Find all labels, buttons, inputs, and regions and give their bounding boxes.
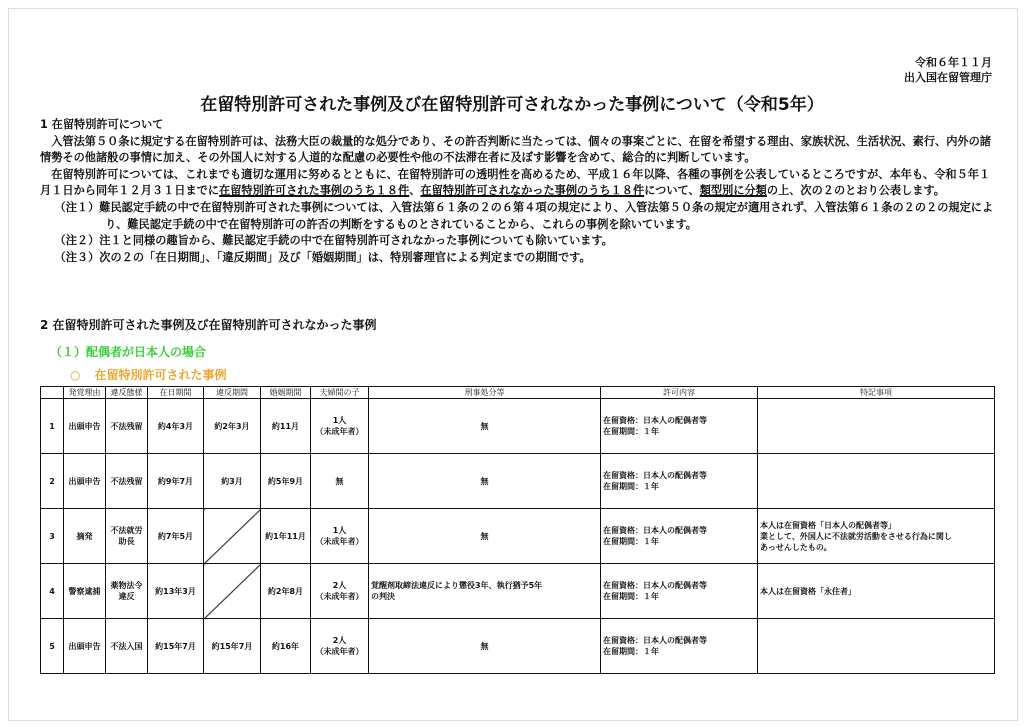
violation-period-cell: 約15年7月 <box>204 619 261 674</box>
violation-period-cell <box>204 564 261 619</box>
case-number-cell: 4 <box>41 564 64 619</box>
marriage-period-cell: 約1年11月 <box>261 509 311 564</box>
marriage-period-cell: 約5年9月 <box>261 454 311 509</box>
note-1: （注１）難民認定手続の中で在留特別許可された事例については、入管法第６１条の２の６第４項の規定により、入管法第５０条の規定が適用されず、入管法第６１条の２の２の規定により、難民認定手続の中で在留特別許可の許否の判断をするものとされていることから、これらの事例を除いています。 <box>54 200 994 231</box>
violation-period-cell: 約3月 <box>204 454 261 509</box>
column-header: 違反態様 <box>106 387 148 399</box>
cases-table <box>40 386 995 674</box>
case-type-heading <box>70 366 227 383</box>
document-date: 令和６年１１月 <box>915 56 992 69</box>
violation-type-cell: 薬物法令 違反 <box>106 564 148 619</box>
special-notes-cell <box>758 399 995 454</box>
note-3: （注３）次の２の「在日期間」、「違反期間」及び「婚姻期間」は、特別審理官による判定までの期間です。 <box>54 250 591 264</box>
paragraph-2 <box>40 167 1000 200</box>
permission-details-cell: 在留資格：日本人の配偶者等 在留期間：１年 <box>601 399 758 454</box>
children-cell: 1人 （未成年者） <box>311 509 369 564</box>
stay-period-cell: 約7年5月 <box>148 509 204 564</box>
special-notes-cell <box>758 454 995 509</box>
special-notes-cell <box>758 619 995 674</box>
underlined-text: 在留特別許可された事例のうち１８件 <box>219 184 410 198</box>
table-row <box>41 509 995 564</box>
note-2: （注２）注１と同様の趣旨から、難民認定手続の中で在留特別許可されなかった事例についても除いています。 <box>54 234 613 248</box>
permission-details-cell: 在留資格：日本人の配偶者等 在留期間：１年 <box>601 509 758 564</box>
permission-details-cell: 在留資格：日本人の配偶者等 在留期間：１年 <box>601 454 758 509</box>
stay-period-cell: 約9年7月 <box>148 454 204 509</box>
special-notes-cell: 本人は在留資格「永住者」 <box>758 564 995 619</box>
column-header: 発覚理由 <box>64 387 106 399</box>
marriage-period-cell: 約16年 <box>261 619 311 674</box>
criminal-record-cell: 無 <box>369 454 601 509</box>
marriage-period-cell: 約2年8月 <box>261 564 311 619</box>
paragraph-1: 入管法第５０条に規定する在留特別許可は、法務大臣の裁量的な処分であり、その許否判断に当たっては、個々の事案ごとに、在留を希望する理由、家族状況、生活状況、素行、内外の諸情勢その他諸般の事情に加え、その外国人に対する人道的な配慮の必要性や他の不法滞在者に及ぼす影響を含めて、総合的に判断しています。 <box>40 134 991 165</box>
text: 在留特別許可については、これまでも適切な運用に努めるとともに、在留特別許可の透明性を高めるため、平成１６年以降、各種の事例を公表しているところですが、本年も、令和５年１月１日から同年１２月３１日までに <box>40 167 991 198</box>
text: について、 <box>644 184 700 198</box>
stay-period-cell: 約15年7月 <box>148 619 204 674</box>
violation-type-cell: 不法残留 <box>106 454 148 509</box>
violation-type-cell: 不法入国 <box>106 619 148 674</box>
children-cell: 2人 （未成年者） <box>311 619 369 674</box>
discovery-reason-cell: 摘発 <box>64 509 106 564</box>
violation-type-cell: 不法就労 助長 <box>106 509 148 564</box>
criminal-record-cell: 無 <box>369 619 601 674</box>
permission-details-cell: 在留資格：日本人の配偶者等 在留期間：１年 <box>601 564 758 619</box>
stay-period-cell: 約4年3月 <box>148 399 204 454</box>
section-1-heading: 1 在留特別許可について <box>40 118 164 131</box>
underlined-text: 類型別に分類 <box>699 184 767 198</box>
discovery-reason-cell: 出頭申告 <box>64 454 106 509</box>
section-1 <box>40 117 1000 266</box>
column-header: 違反期間 <box>204 387 261 399</box>
violation-period-cell: 約2年3月 <box>204 399 261 454</box>
stay-period-cell: 約13年3月 <box>148 564 204 619</box>
special-notes-cell: 本人は在留資格「日本人の配偶者等」 業として、外国人に不法就労活動をさせる行為に関し あっせんしたもの。 <box>758 509 995 564</box>
underlined-text: 在留特別許可されなかった事例のうち１８件 <box>420 184 645 198</box>
circle-marker-icon: ○ <box>70 368 81 382</box>
column-header: 在日期間 <box>148 387 204 399</box>
case-type-label: 在留特別許可された事例 <box>94 368 227 382</box>
case-number-cell: 1 <box>41 399 64 454</box>
column-header: 特記事項 <box>758 387 995 399</box>
violation-period-cell <box>204 509 261 564</box>
column-header: 許可内容 <box>601 387 758 399</box>
criminal-record-cell: 無 <box>369 509 601 564</box>
table-row <box>41 454 995 509</box>
text: 、 <box>409 184 421 198</box>
table-row <box>41 399 995 454</box>
criminal-record-cell: 覚醒剤取締法違反により懲役3年、執行猶予5年 の判決 <box>369 564 601 619</box>
case-number-cell: 3 <box>41 509 64 564</box>
text: の上、次の２のとおり公表します。 <box>766 184 945 198</box>
children-cell: 2人 （未成年者） <box>311 564 369 619</box>
page-title: 在留特別許可された事例及び在留特別許可されなかった事例について（令和5年） <box>200 95 824 115</box>
table-header-row <box>41 387 995 399</box>
children-cell: 1人 （未成年者） <box>311 399 369 454</box>
marriage-period-cell: 約11月 <box>261 399 311 454</box>
violation-type-cell: 不法残留 <box>106 399 148 454</box>
section-2-heading: 2 在留特別許可された事例及び在留特別許可されなかった事例 <box>40 318 377 332</box>
issuing-agency: 出入国在留管理庁 <box>904 71 992 84</box>
criminal-record-cell: 無 <box>369 399 601 454</box>
children-cell: 無 <box>311 454 369 509</box>
discovery-reason-cell: 出頭申告 <box>64 399 106 454</box>
permission-details-cell: 在留資格：日本人の配偶者等 在留期間：１年 <box>601 619 758 674</box>
column-header: 婚姻期間 <box>261 387 311 399</box>
case-number-cell: 5 <box>41 619 64 674</box>
subsection-heading: （１）配偶者が日本人の場合 <box>50 345 207 359</box>
column-header: 刑事処分等 <box>369 387 601 399</box>
table-row <box>41 564 995 619</box>
discovery-reason-cell: 出頭申告 <box>64 619 106 674</box>
column-header: 夫婦間の子 <box>311 387 369 399</box>
discovery-reason-cell: 警察逮捕 <box>64 564 106 619</box>
table-row <box>41 619 995 674</box>
document-date-block <box>904 55 992 85</box>
column-header <box>41 387 64 399</box>
case-number-cell: 2 <box>41 454 64 509</box>
